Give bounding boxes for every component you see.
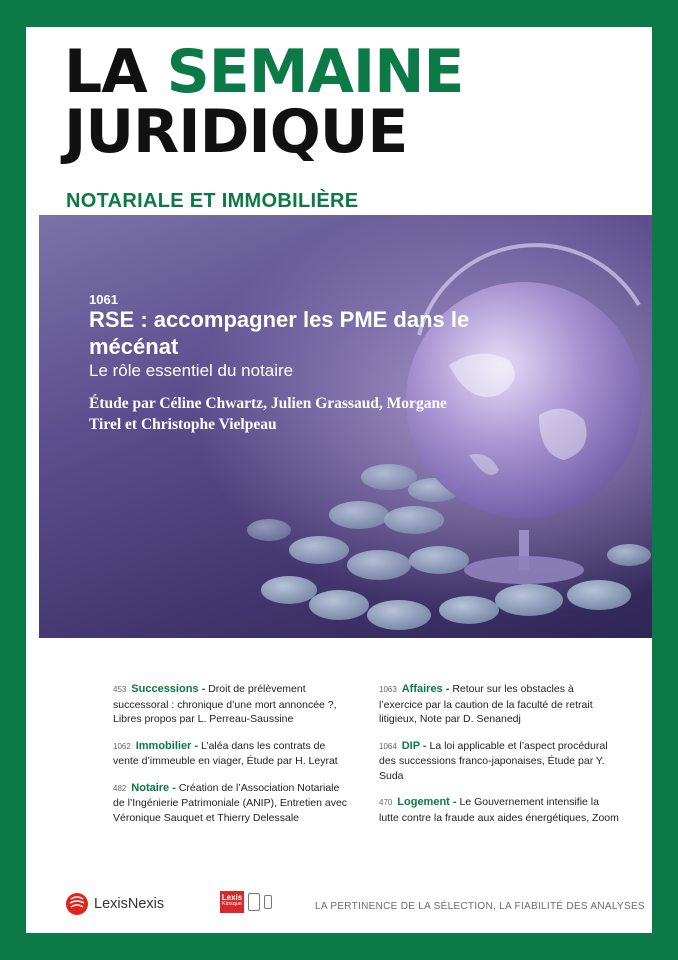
publisher-name: LexisNexis [94,896,165,912]
article-number: 1061 [89,292,118,307]
toc-text: La loi applicable et l’aspect procédural des successions franco-japonaises, Étude par Y. Suda [379,739,608,782]
masthead-juridique: JURIDIQUE [64,97,408,167]
lexisnexis-logo[interactable] [66,893,164,915]
toc-category: Successions - [131,683,206,695]
toc-number: 1062 [113,741,131,751]
toc-text: Création de l’Association Notariale de l’Ingénierie Patrimoniale (ANIP), Entretien avec Véronique Sauquet et Thierry Delessale [113,781,348,824]
toc-text: Droit de prélèvement successoral : chronique d’une mort annoncée ?, Libres propos par L. Perreau-Saussine [113,683,337,725]
masthead-la: LA [64,37,147,107]
cover-photo [39,215,652,638]
toc-category: Notaire - [131,781,176,794]
toc-text: Le Gouvernement intensifie la lutte contre la fraude aux aides énergétiques, Zoom [379,796,619,824]
toc-entry[interactable] [113,682,353,727]
toc-number: 1063 [379,685,397,694]
tablet-icon [248,893,260,911]
edition-subtitle: NOTARIALE ET IMMOBILIÈRE [66,190,359,212]
toc-number: 470 [379,798,393,807]
kiosque-icon [220,891,244,913]
cover-authors: Étude par Céline Chwartz, Julien Grassaud, Morgane Tirel et Christophe Vielpeau [89,395,447,433]
toc-category: DIP - [401,739,427,752]
cover-headline[interactable]: RSE : accompagner les PME dans le mécénat [89,307,470,359]
kiosque-bottom-label: Kiosque [222,901,242,907]
toc-text: Retour sur les obstacles à l’exercice par la caution de la faculté de retrait litigieux, Note par D. Senanedj [379,683,593,725]
toc-category: Immobilier - [135,739,199,752]
toc-right-column [379,682,619,837]
kiosque-top-label: Lexis [221,893,243,902]
tagline: LA PERTINENCE DE LA SÉLECTION, LA FIABILITÉ DES ANALYSES [315,901,645,912]
toc-category: Affaires - [401,683,450,695]
footer [26,889,652,919]
toc-text: L’aléa dans les contrats de vente d’immeuble en viager, Étude par H. Leyrat [113,739,338,767]
toc-number: 482 [113,783,127,793]
toc-entry[interactable] [113,739,353,769]
cover-subheadline: Le rôle essentiel du notaire [89,361,294,380]
toc-number: 453 [113,685,127,694]
toc-entry[interactable] [113,781,353,826]
masthead-line-1 [64,37,624,107]
toc-entry[interactable] [379,795,619,825]
phone-icon [264,895,272,909]
toc-category: Logement - [397,796,457,808]
masthead [64,37,624,167]
toc-entry[interactable] [379,739,619,784]
toc-entry[interactable] [379,682,619,727]
toc-number: 1064 [379,741,397,751]
lexis-kiosque-badge[interactable] [220,891,272,913]
masthead-semaine: SEMAINE [166,37,464,107]
lexisnexis-emblem-icon [66,893,88,915]
toc-left-column [113,682,353,837]
